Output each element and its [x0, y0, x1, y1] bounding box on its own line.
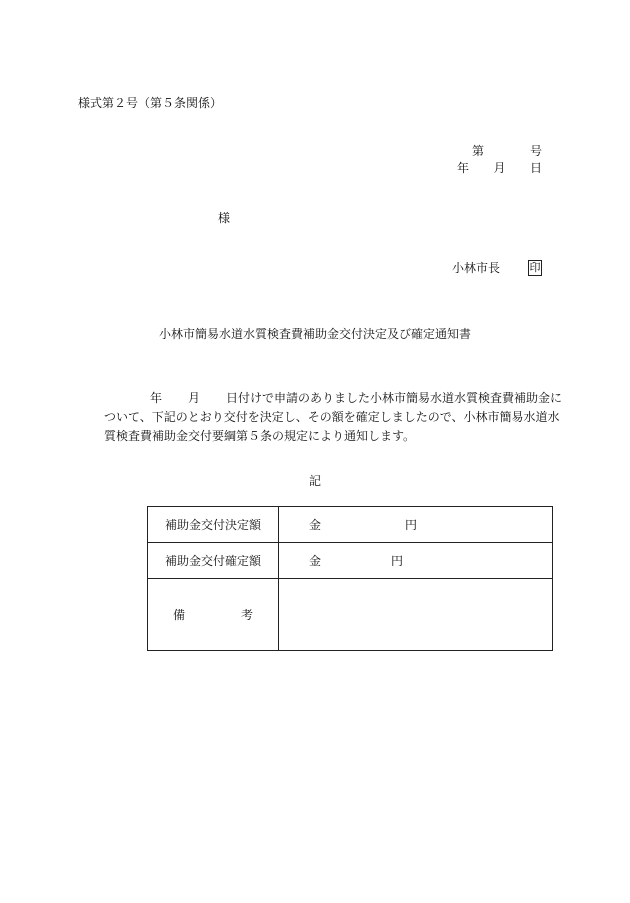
table-row [148, 507, 553, 543]
decision-amount-label: 補助金交付決定額 [148, 507, 279, 543]
doc-number-suffix: 号 [529, 144, 542, 158]
form-number: 様式第２号（第５条関係） [78, 96, 223, 110]
amount-table [147, 506, 553, 651]
date-month: 月 [493, 161, 506, 175]
body-line-1-text: 日付けで申請のありました小林市簡易水道水質検査費補助金に [226, 391, 563, 405]
sender-name: 小林市長 [452, 261, 501, 275]
body-line-2: ついて、下記のとおり交付を決定し、その額を確定しましたので、小林市簡易水道水 [104, 410, 560, 424]
decision-amount-text [309, 516, 417, 533]
date-day: 日 [529, 161, 542, 175]
body-paragraph [104, 389, 564, 446]
remarks-text [173, 606, 253, 623]
body-month: 月 [188, 391, 201, 405]
document-number [472, 144, 542, 158]
body-line-3: 質検査費補助金交付要綱第５条の規定により通知します。 [104, 429, 416, 443]
document-title: 小林市簡易水道水質検査費補助金交付決定及び確定通知書 [158, 327, 471, 341]
addressee: 様 [218, 211, 231, 225]
doc-number-prefix: 第 [472, 144, 485, 158]
decision-amount-value [279, 507, 553, 543]
confirmed-yen: 円 [391, 554, 404, 568]
remarks-value [279, 579, 553, 651]
remarks-label-a: 備 [173, 608, 186, 622]
table-row [148, 543, 553, 579]
ki-heading: 記 [308, 474, 321, 488]
issue-date [457, 161, 542, 175]
seal-stamp: 印 [529, 261, 541, 274]
decision-kin: 金 [309, 518, 322, 532]
sender [452, 260, 542, 276]
confirmed-amount-value [279, 543, 553, 579]
confirmed-amount-label: 補助金交付確定額 [148, 543, 279, 579]
date-year: 年 [457, 161, 470, 175]
table-row [148, 579, 553, 651]
confirmed-amount-text [309, 552, 403, 569]
remarks-label [148, 579, 279, 651]
body-line-1 [104, 389, 564, 408]
body-year: 年 [150, 391, 163, 405]
confirmed-kin: 金 [309, 554, 322, 568]
decision-yen: 円 [405, 518, 418, 532]
remarks-label-b: 考 [240, 608, 253, 622]
